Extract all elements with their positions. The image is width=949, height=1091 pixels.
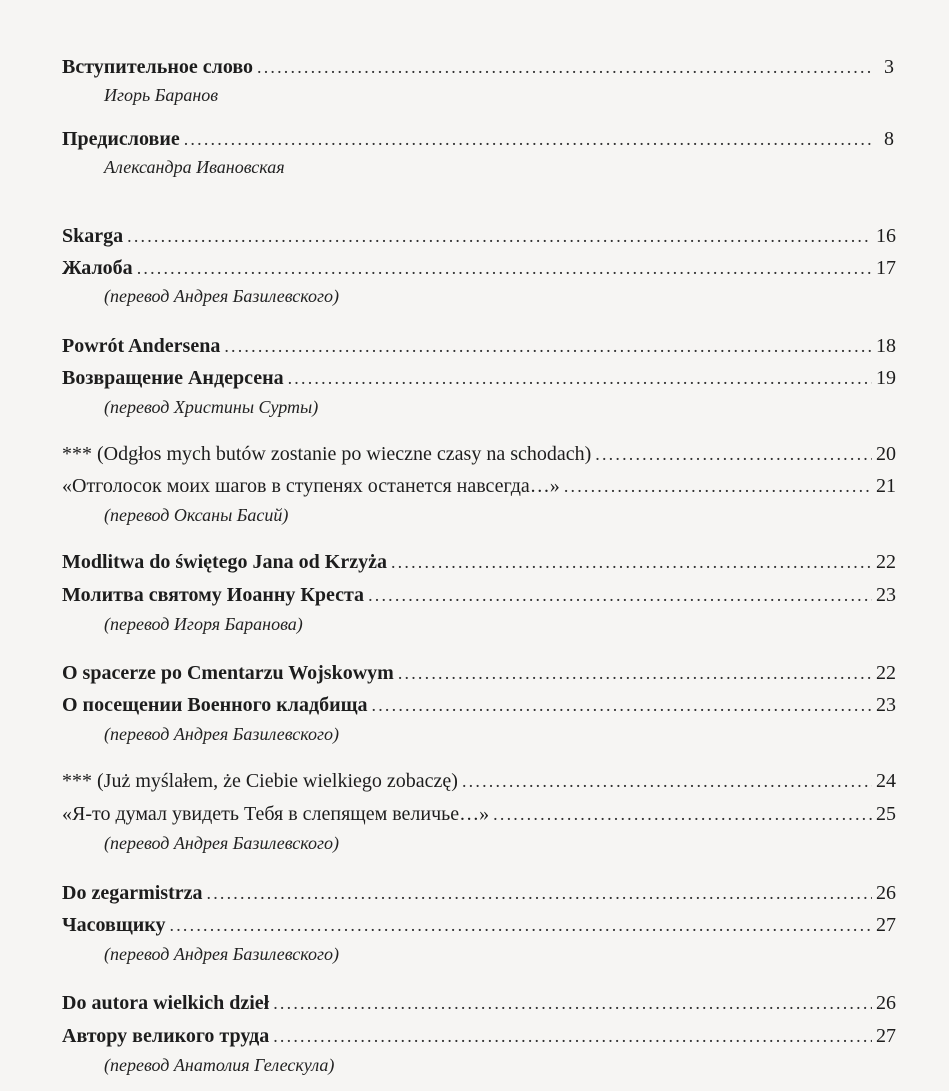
dot-leader [372,695,872,716]
page-number: 23 [876,694,896,716]
page-number: 19 [876,367,896,389]
entry-title: Do zegarmistrza [62,882,203,904]
page-number: 20 [876,443,896,465]
toc-entry [62,992,894,1015]
page-number: 27 [876,1025,896,1047]
page-number: 25 [876,803,896,825]
toc-entry [62,128,894,151]
dot-leader [137,258,872,279]
toc-entry [62,770,894,793]
dot-leader [493,804,872,825]
page-number: 16 [876,225,896,247]
entry-translator: (перевод Игоря Баранова) [104,614,303,634]
toc-entry [62,475,894,498]
page-number: 8 [884,128,894,150]
entry-title: *** (Już myślałem, że Ciebie wielkiego zobaczę) [62,770,458,792]
dot-leader [368,585,872,606]
toc-entry [62,551,894,574]
toc-entry [62,257,894,280]
dot-leader [170,915,872,936]
entry-title: Do autora wielkich dzieł [62,992,270,1014]
page-number: 22 [876,662,896,684]
toc-entry [62,367,894,390]
dot-leader [288,368,872,389]
entry-title: O spacerze po Cmentarzu Wojskowym [62,662,394,684]
entry-title: Modlitwa do świętego Jana od Krzyża [62,551,387,573]
toc-entry [62,662,894,685]
entry-translator: (перевод Оксаны Басий) [104,505,289,525]
toc-entry [62,1025,894,1048]
dot-leader [273,1026,872,1047]
toc-entry [62,443,894,466]
entry-translator: (перевод Андрея Базилевского) [104,286,340,306]
entry-author: Александра Ивановская [104,157,285,177]
toc-entry [62,584,894,607]
page-number: 26 [876,992,896,1014]
toc-entry [62,914,894,937]
dot-leader [257,57,872,78]
entry-title: Skarga [62,225,124,247]
entry-title: О посещении Военного кладбища [62,694,368,716]
page-number: 21 [876,475,896,497]
toc-entry [62,225,894,248]
dot-leader [273,993,872,1014]
toc-entry [62,803,894,826]
dot-leader [207,883,873,904]
entry-title: «Отголосок моих шагов в ступенях останется навсегда…» [62,475,560,497]
dot-leader [462,771,872,792]
dot-leader [564,476,872,497]
page-number: 22 [876,551,896,573]
page-number: 26 [876,882,896,904]
entry-title: Автору великого труда [62,1025,270,1047]
entry-title: «Я-то думал увидеть Тебя в слепящем величье…» [62,803,490,825]
entry-title: Часовщику [62,914,166,936]
entry-title: *** (Odgłos mych butów zostanie po wieczne czasy na schodach) [62,443,592,465]
page-number: 24 [876,770,896,792]
entry-title: Вступительное слово [62,56,253,78]
dot-leader [391,552,872,573]
dot-leader [398,663,872,684]
dot-leader [595,444,872,465]
dot-leader [184,129,872,150]
entry-translator: (перевод Анатолия Гелескула) [104,1055,335,1075]
entry-translator: (перевод Андрея Базилевского) [104,833,340,853]
entry-translator: (перевод Андрея Базилевского) [104,724,340,744]
dot-leader [224,336,872,357]
entry-title: Молитва святому Иоанну Креста [62,584,365,606]
entry-title: Возвращение Андерсена [62,367,284,389]
entry-title: Предисловие [62,128,180,150]
dot-leader [127,226,872,247]
entry-title: Powrót Andersena [62,335,221,357]
page-number: 23 [876,584,896,606]
entry-title: Жалоба [62,257,133,279]
toc-entry [62,56,894,79]
toc-entry [62,335,894,358]
entry-author: Игорь Баранов [104,85,219,105]
page-number: 18 [876,335,896,357]
page-number: 3 [884,56,894,78]
entry-translator: (перевод Христины Сурты) [104,397,319,417]
page-number: 17 [876,257,896,279]
toc-entry [62,882,894,905]
toc-entry [62,694,894,717]
entry-translator: (перевод Андрея Базилевского) [104,944,340,964]
page-number: 27 [876,914,896,936]
